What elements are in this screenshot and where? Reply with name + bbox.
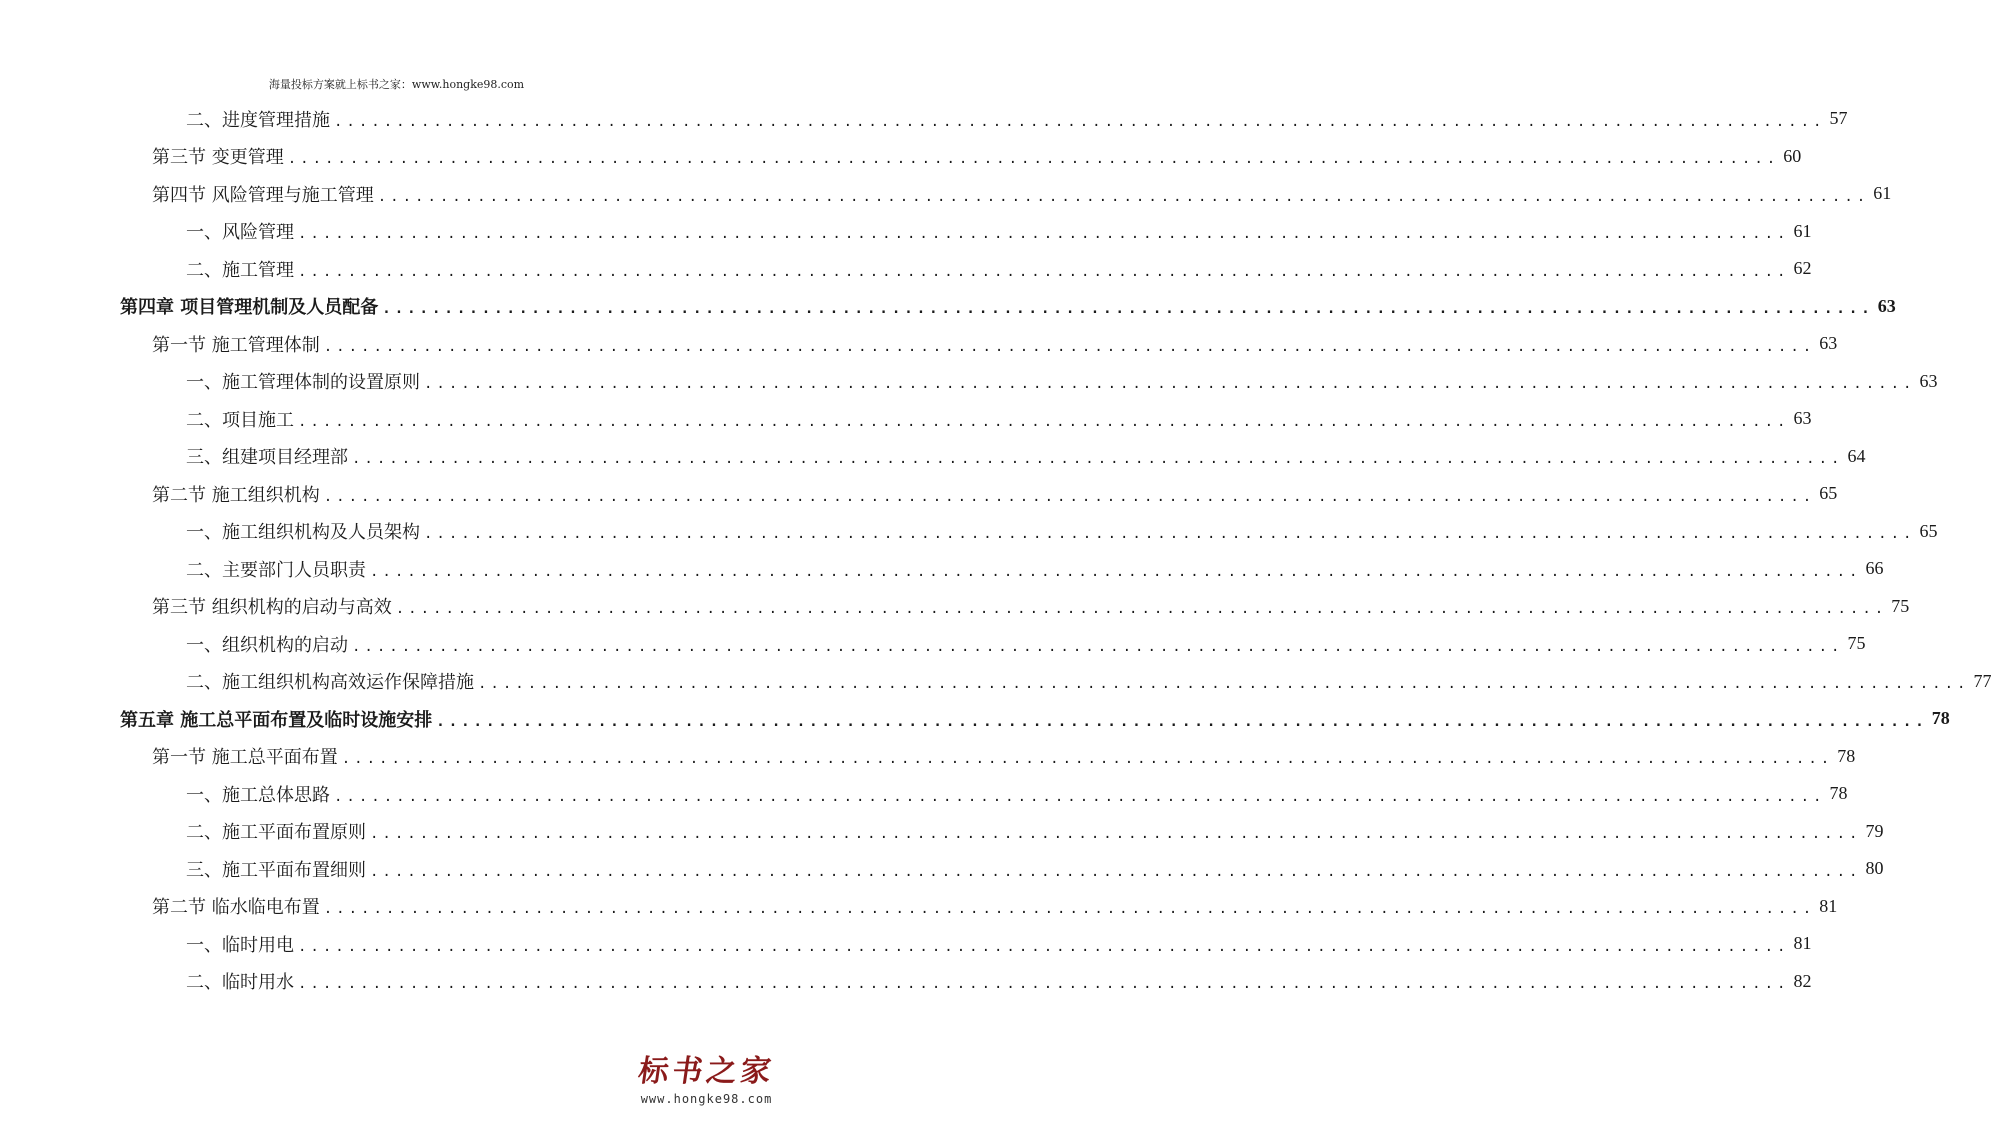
toc-leader-dots: ........................................................................................................................ bbox=[382, 301, 1874, 317]
toc-entry bbox=[186, 100, 1848, 137]
toc-entry-page: 78 bbox=[1931, 708, 1950, 728]
toc-entry-title: 第一节 施工总平面布置 bbox=[152, 747, 338, 768]
logo-url: www.hongke98.com bbox=[640, 1092, 773, 1106]
toc-entry-title: 第二节 临水临电布置 bbox=[152, 897, 320, 918]
toc-entry bbox=[186, 363, 1938, 400]
toc-leader-dots: ........................................................................................................................ bbox=[370, 563, 1862, 580]
toc-entry-page: 64 bbox=[1847, 445, 1866, 466]
toc-entry-page: 61 bbox=[1873, 183, 1892, 203]
toc-entry-page: 82 bbox=[1793, 970, 1812, 991]
toc-entry-page: 57 bbox=[1829, 108, 1848, 128]
toc-entry-title: 一、组织机构的启动 bbox=[186, 634, 348, 656]
toc-entry-page: 65 bbox=[1919, 520, 1938, 541]
toc-entry-title: 一、施工管理体制的设置原则 bbox=[186, 372, 420, 393]
toc-leader-dots: ........................................................................................................................ bbox=[395, 601, 1888, 617]
toc-leader-dots: ........................................................................................................................ bbox=[436, 713, 1928, 730]
toc-leader-dots: ........................................................................................................................ bbox=[352, 638, 1844, 655]
toc-entry bbox=[186, 663, 1991, 700]
toc-entry bbox=[120, 288, 1896, 325]
toc-entry-page: 62 bbox=[1793, 258, 1812, 278]
toc-entry-page: 63 bbox=[1919, 370, 1938, 391]
toc-entry-title: 二、临时用水 bbox=[186, 972, 294, 993]
toc-leader-dots: ........................................................................................................................ bbox=[370, 863, 1862, 880]
toc-entry bbox=[186, 625, 1866, 662]
toc-leader-dots: ........................................................................................................................ bbox=[478, 676, 1970, 692]
toc-entry-title: 第五章 施工总平面布置及临时设施安排 bbox=[120, 709, 433, 731]
toc-entry-title: 三、组建项目经理部 bbox=[186, 447, 348, 468]
toc-entry-title: 一、施工组织机构及人员架构 bbox=[186, 522, 420, 543]
toc-entry-title: 三、施工平面布置细则 bbox=[186, 859, 366, 881]
toc-entry bbox=[152, 588, 1910, 625]
toc-entry-page: 63 bbox=[1793, 408, 1812, 428]
toc-entry bbox=[120, 700, 1950, 737]
toc-leader-dots: ........................................................................................................................ bbox=[370, 826, 1862, 842]
toc-entry-page: 63 bbox=[1877, 295, 1896, 316]
toc-entry bbox=[152, 325, 1838, 362]
toc-entry bbox=[186, 213, 1812, 250]
logo bbox=[620, 1052, 793, 1122]
toc-entry-title: 第四节 风险管理与施工管理 bbox=[152, 184, 374, 206]
toc-entry bbox=[152, 175, 1892, 212]
toc-entry-page: 66 bbox=[1865, 558, 1884, 578]
toc-entry bbox=[186, 513, 1938, 550]
toc-entry bbox=[186, 813, 1884, 850]
toc-leader-dots: ........................................................................................................................ bbox=[298, 226, 1790, 242]
toc-entry-page: 77 bbox=[1973, 670, 1991, 691]
toc-entry-page: 79 bbox=[1865, 820, 1884, 841]
toc-leader-dots: ........................................................................................................................ bbox=[298, 263, 1790, 280]
toc-entry-title: 第三节 组织机构的启动与高效 bbox=[152, 597, 392, 618]
toc-leader-dots: ........................................................................................................................ bbox=[323, 488, 1816, 505]
toc-leader-dots: ........................................................................................................................ bbox=[424, 526, 1916, 542]
toc-entry-title: 二、施工管理 bbox=[186, 259, 294, 281]
toc-leader-dots: ........................................................................................................................ bbox=[424, 376, 1916, 392]
toc-entry-title: 一、临时用电 bbox=[186, 934, 294, 956]
toc-entry-page: 78 bbox=[1829, 783, 1848, 803]
toc-leader-dots: ........................................................................................................................ bbox=[334, 113, 1826, 130]
toc-leader-dots: ........................................................................................................................ bbox=[298, 413, 1790, 430]
toc-entry bbox=[186, 400, 1812, 437]
toc-entry-page: 81 bbox=[1819, 895, 1838, 916]
toc-entry bbox=[186, 850, 1884, 887]
toc-entry-page: 78 bbox=[1837, 745, 1856, 766]
toc-entry bbox=[186, 438, 1866, 475]
toc-leader-dots: ........................................................................................................................ bbox=[341, 751, 1834, 767]
toc-entry bbox=[152, 888, 1838, 925]
toc-entry-title: 第四章 项目管理机制及人员配备 bbox=[120, 297, 379, 318]
toc-entry bbox=[186, 925, 1812, 962]
toc-entry-page: 63 bbox=[1819, 333, 1838, 353]
toc-leader-dots: ........................................................................................................................ bbox=[298, 976, 1790, 992]
toc-leader-dots: ........................................................................................................................ bbox=[352, 451, 1844, 467]
toc-entry-title: 一、风险管理 bbox=[186, 222, 294, 243]
toc-entry-page: 81 bbox=[1793, 933, 1812, 953]
toc-entry bbox=[152, 475, 1838, 512]
toc-leader-dots: ........................................................................................................................ bbox=[323, 901, 1816, 917]
toc-entry-title: 二、施工组织机构高效运作保障措施 bbox=[186, 672, 474, 693]
toc-entry bbox=[186, 250, 1812, 287]
toc-entry-page: 75 bbox=[1891, 595, 1910, 616]
toc-leader-dots: ........................................................................................................................ bbox=[377, 188, 1870, 205]
toc-entry bbox=[186, 963, 1812, 1000]
toc-leader-dots: ........................................................................................................................ bbox=[287, 151, 1780, 167]
toc-entry-page: 61 bbox=[1793, 220, 1812, 241]
toc-entry bbox=[186, 550, 1884, 587]
toc-entry-title: 二、项目施工 bbox=[186, 409, 294, 431]
toc-entry-page: 80 bbox=[1865, 858, 1884, 878]
toc-entry-title: 二、主要部门人员职责 bbox=[186, 559, 366, 581]
toc-entry bbox=[152, 138, 1802, 175]
logo-text: 标书之家 bbox=[636, 1054, 778, 1089]
toc-leader-dots: ........................................................................................................................ bbox=[298, 938, 1790, 955]
toc-leader-dots: ........................................................................................................................ bbox=[334, 788, 1826, 805]
toc-entry-title: 二、施工平面布置原则 bbox=[186, 822, 366, 843]
toc-entry-title: 第二节 施工组织机构 bbox=[152, 484, 320, 506]
toc-entry-title: 一、施工总体思路 bbox=[186, 784, 330, 806]
toc-entry-page: 65 bbox=[1819, 483, 1838, 503]
toc-entry bbox=[186, 775, 1848, 812]
toc-entry-title: 第三节 变更管理 bbox=[152, 147, 284, 168]
toc-leader-dots: ........................................................................................................................ bbox=[323, 338, 1816, 355]
toc-entry-page: 75 bbox=[1847, 633, 1866, 653]
toc-entry-title: 二、进度管理措施 bbox=[186, 109, 330, 131]
toc-entry-page: 60 bbox=[1783, 145, 1802, 166]
page-header: 海量投标方案就上标书之家：www.hongke98.com bbox=[268, 78, 525, 91]
toc-entry-title: 第一节 施工管理体制 bbox=[152, 334, 320, 356]
toc-entry bbox=[152, 738, 1856, 775]
